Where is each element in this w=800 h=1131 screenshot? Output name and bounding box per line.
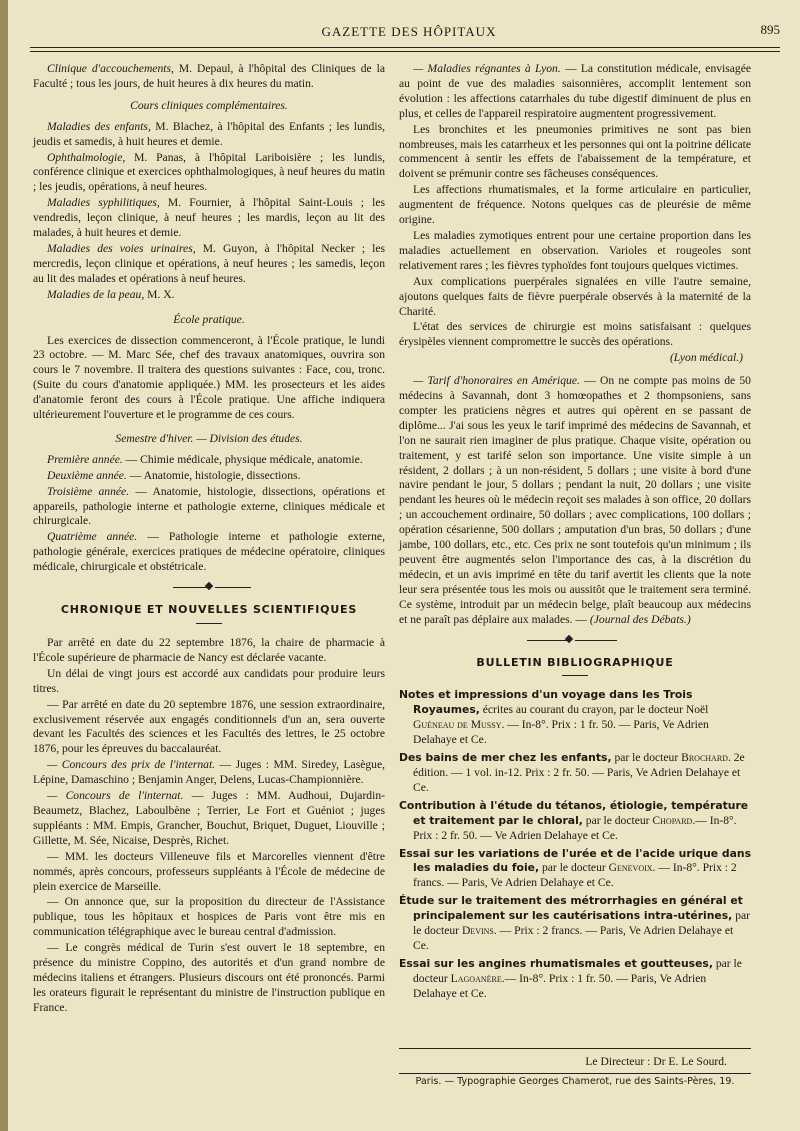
lyon-paragraph-2: Les bronchites et les pneumonies primitives ne sont pas bien nombreuses, mais les catarrheux et les personnes qui ont la poitrine délicate commencent à sentir les effets de l'abaissement de la température, et doivent se prémunir contre ses fâcheuses conséquences.: [399, 122, 751, 181]
deuxieme-paragraph: Deuxième année. — Anatomie, histologie, dissections.: [47, 468, 301, 482]
section-ornament: [33, 581, 385, 593]
page-number: 895: [760, 22, 780, 37]
concours-prix-paragraph: — Concours des prix de l'internat. — Juges : MM. Siredey, Lasègue, Lépine, Damaschino ; Benjamin Anger, Delens, Lucas-Championnière.: [33, 758, 385, 787]
lyon-paragraph-5: Aux complications puerpérales signalées en ville l'autre semaine, ajoutons quelques faits de fièvre puerpérale observés à la maternité de la Charité.: [399, 274, 751, 318]
clinique-paragraph: Clinique d'accouchements, M. Depaul, à l'hôpital des Cliniques de la Faculté ; tous les jours, de huit heures à dix heures du matin.: [33, 62, 385, 90]
lyon-paragraph-3: Les affections rhumatismales, et la forme articulaire en particulier, augmentent de fréquence. Notons quelques cas de pleurésie de même origine.: [399, 183, 751, 227]
biblio-entry: Étude sur le traitement des métrorrhagies en général et principalement sur les cautérisations intra-utérines, par le docteur Devins. — Prix : 2 francs. — Paris, Ve Adrien Delahaye et Ce.: [399, 894, 750, 952]
biblio-entry: Essai sur les variations de l'urée et de l'acide urique dans les maladies du foie, par le docteur Genevoix. — In-8°. Prix : 2 francs. — Paris, Ve Adrien Delahaye et Ce.: [399, 846, 751, 890]
tarif-paragraph: — Tarif d'honoraires en Amérique. — On ne compte pas moins de 50 médecins à Savannah, dont 3 homœopathes et 2 thompsoniens, sans compter les praticiens nègres et autres qui opèrent en se passant de diplôme... J'ai sous les yeux le tarif imprimé des médecins de Savannah, et l'on ne saurait rien imaginer de plus pratique. Chaque visite, opération ou traitement, y est tarifé selon son importance. Une visite simple à un résident, 2 dollars ; à un non-résident, 5 dollars ; une visite à bord d'une navire pendant le jour, 5 dollars ; pendant la nuit, 20 dollars ; une visite pendant les heures où le médecin reçoit ses malades à son office, 20 dollars ; un accouchement ordinaire, 50 dollars ; avec complications, 100 dollars ; opération césarienne, 500 dollars ; amputation d'un bras, 50 dollars ; d'une jambe, 100 dollars, etc., etc. Ces prix ne sont toutefois qu'un minimum ; ils peuvent être augmentés selon l'importance des cas, à la discrétion du médecin, et un avis imprimé en tête du tarif avertit les clients que la note leur sera présentée tous les mois ou aussitôt que le traitement sera terminé. Ce système, introduit par un médecin belge, plaît beaucoup aux médecins et ne paraît pas déplaire aux malades. — (Journal des Débats.): [399, 374, 751, 626]
director-signature: Le Directeur : Dr E. Le Sourd.: [585, 1055, 727, 1068]
page-header: [30, 22, 788, 44]
chron-paragraph-7: — On annonce que, sur la proposition du directeur de l'Assistance publique, tous les hôpitaux et hospices de Paris vont être mis en communication télégraphique avec le bureau central d'admission.: [33, 895, 385, 939]
lyon-source: (Lyon médical.): [669, 351, 743, 365]
ophtal-paragraph: Ophthalmologie, M. Panas, à l'hôpital Lariboisière ; les lundis, conférence clinique et exercices ophthalmologiques, à neuf heures du matin ; les jeudis, opérations, à neuf heures.: [33, 150, 385, 194]
peau-paragraph: Maladies de la peau, M. X.: [47, 287, 175, 301]
director-rule-bottom: [399, 1073, 751, 1074]
concours-internat-paragraph: — Concours de l'internat. — Juges : MM. Audhoui, Dujardin-Beaumetz, Blachez, Laboulbène ; Terrier, Le Fort et Guéniot ; juges suppléants : MM. Empis, Grancher, Bouchut, Briquet, Duguet, Liouville ; Gillette, M. Sée, Nicaise, Desprès, Richet.: [33, 789, 385, 847]
biblio-entry: Contribution à l'étude du tétanos, étiologie, température et traitement par le chloral, par le docteur Chopard.— In-8°. Prix : 2 fr. 50. — Ve Adrien Delahaye et Ce.: [399, 798, 749, 842]
journal-title: GAZETTE DES HÔPITAUX: [321, 24, 497, 39]
page-edge: [0, 0, 8, 1131]
chron-paragraph-1: Par arrêté en date du 22 septembre 1876, la chaire de pharmacie à l'École supérieure de pharmacie de Nancy est déclarée vacante.: [33, 636, 385, 664]
chron-paragraph-3: — Par arrêté en date du 20 septembre 1876, une session extraordinaire, exclusivement réservée aux engagés conditionnels d'un an, sera ouverte devant les Facultés des sciences et les Facultés des lettres, le 25 octobre 1876, pour les épreuves du baccalauréat.: [33, 697, 385, 756]
title-rule: [562, 675, 588, 676]
enfants-paragraph: Maladies des enfants, M. Blachez, à l'hôpital des Enfants ; les lundis, jeudis et samedis, à huit heures et demie.: [33, 119, 385, 148]
chron-paragraph-8: — Le congrès médical de Turin s'est ouvert le 18 septembre, en présence du ministre Coppino, des autorités et d'un grand nombre de médecins italiens et étrangers. Plusieurs discours ont été prononcés. Parmi les orateurs figurait le représentant du ministre de l'instruction publique en France.: [33, 941, 385, 1014]
chronique-title: CHRONIQUE ET NOUVELLES SCIENTIFIQUES: [60, 603, 358, 617]
biblio-entry: Des bains de mer chez les enfants, par le docteur Brochard. 2e édition. — 1 vol. in-12. Prix : 2 fr. 50. — Paris, Ve Adrien Delahaye et Ce.: [399, 751, 745, 794]
chron-paragraph-6: — MM. les docteurs Villeneuve fils et Marcorelles viennent d'être nommés, après concours, professeurs suppléants à l'École de médecine de plein exercice de Marseille.: [33, 849, 385, 893]
bibliography-list: [399, 688, 751, 1001]
ecole-paragraph: Les exercices de dissection commenceront, à l'École pratique, le lundi 23 octobre. — M. Marc Sée, chef des travaux anatomiques, ouvrira son cours le 7 novembre. Il traitera des questions suivantes : Face, cou, tronc. (Suite du cours d'anatomie appliquée.) MM. les prosecteurs et les aides d'anatomie feront des cours à l'École pratique. Une affiche indiquera ultérieurement l'ouverture et le programme de ces cours.: [33, 333, 385, 422]
ecole-heading: École pratique.: [173, 312, 245, 326]
chron-paragraph-2: Un délai de vingt jours est accordé aux candidats pour produire leurs titres.: [33, 666, 385, 695]
biblio-entry: Essai sur les angines rhumatismales et goutteuses, par le docteur Lagoanère.— In-8°. Prix : 1 fr. 50. — Paris, Ve Adrien Delahaye et Ce.: [399, 956, 742, 1000]
urin-paragraph: Maladies des voies urinaires, M. Guyon, à l'hôpital Necker ; les mercredis, leçon clinique et opérations, à neuf heures ; les samedis, leçon au lit des malades et opérations à neuf heures.: [33, 241, 385, 285]
header-rule-thin: [30, 51, 780, 52]
cours-heading: Cours cliniques complémentaires.: [130, 98, 288, 112]
title-rule: [196, 623, 222, 624]
quatrieme-paragraph: Quatrième année. — Pathologie interne et pathologie externe, pathologie générale, exercices pratiques de médecine opératoire, cliniques médicale, chirurgicale et obstétricale.: [33, 530, 385, 574]
semestre-heading: Semestre d'hiver. — Division des études.: [115, 431, 303, 445]
section-ornament: [399, 634, 751, 646]
right-column: [399, 62, 751, 1005]
lyon-paragraph-4: Les maladies zymotiques entrent pour une certaine proportion dans les maladies actuellement en observation. Varioles et rougeoles sont relativement rares ; les fièvres typhoïdes font toujours quelques victimes.: [399, 228, 751, 272]
troisieme-paragraph: Troisième année. — Anatomie, histologie, dissections, opérations et appareils, pathologie interne et pathologie externe, cliniques médicale et chirurgicale.: [33, 484, 386, 528]
printer-imprint: Paris. — Typographie Georges Chamerot, rue des Saints-Pères, 19.: [415, 1076, 735, 1087]
bulletin-title: BULLETIN BIBLIOGRAPHIQUE: [476, 655, 674, 669]
director-block: [399, 1048, 751, 1074]
lyon-paragraph-6: L'état des services de chirurgie est moins satisfaisant : quelques érysipèles viennent compromettre le succès des opérations.: [399, 320, 751, 349]
lyon-paragraph: — Maladies régnantes à Lyon. — La constitution médicale, envisagée au point de vue des maladies saisonnières, accomplit lentement son évolution : les affections catarrhales du tube digestif diminuent de plus en plus, et celles de l'appareil respiratoire augmentent progressivement.: [399, 62, 752, 120]
premiere-paragraph: Première année. — Chimie médicale, physique médicale, anatomie.: [47, 452, 363, 466]
syph-paragraph: Maladies syphilitiques, M. Fournier, à l'hôpital Saint-Louis ; les vendredis, leçon clinique, à neuf heures ; les mardis, leçon au lit des malades, à huit heures et demie.: [33, 196, 386, 240]
left-column: [33, 62, 385, 1017]
header-rule: [30, 47, 780, 48]
director-rule: [399, 1048, 751, 1049]
biblio-entry: Notes et impressions d'un voyage dans les Trois Royaumes, écrites au courant du crayon, par le docteur Noël Guéneau de Mussy. — In-8°. Prix : 1 fr. 50. — Paris, Ve Adrien Delahaye et Ce.: [399, 688, 709, 747]
